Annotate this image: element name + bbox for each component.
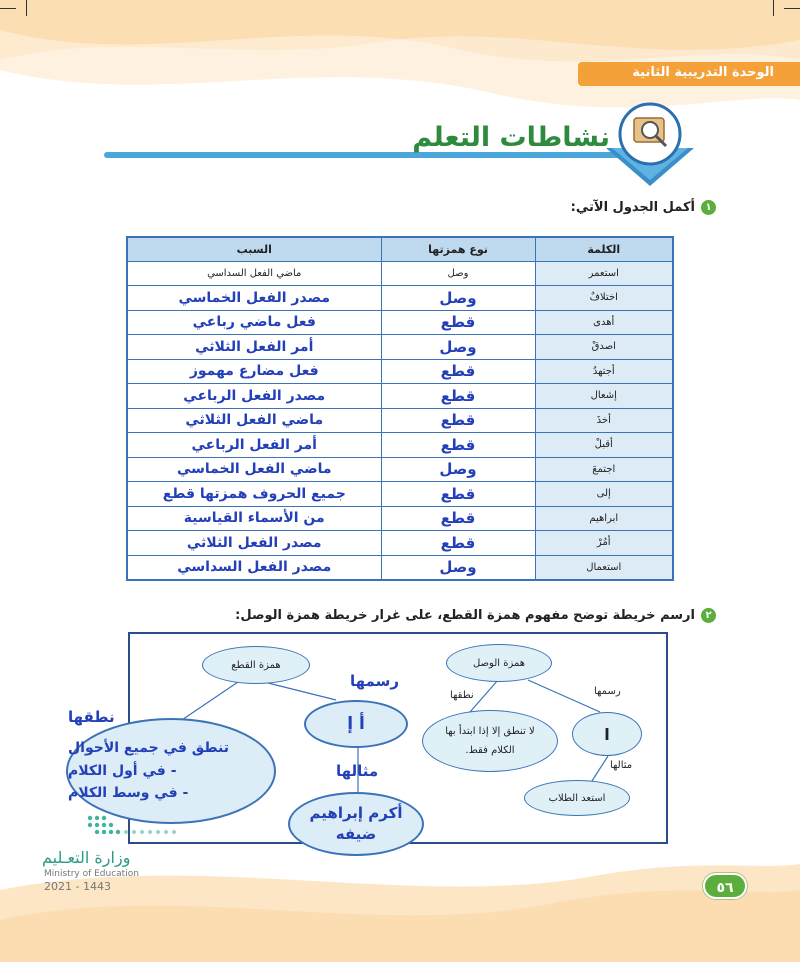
cell-word: أجتهدُ: [535, 359, 673, 384]
cell-word: اختلافٌ: [535, 286, 673, 311]
cell-word: اصدقْ: [535, 335, 673, 360]
cell-reason: أمر الفعل الثلاثي: [127, 335, 381, 360]
qata-mithaluha-line: أكرم إبراهيم: [309, 804, 403, 822]
cell-reason: ماضي الفعل السداسي: [127, 261, 381, 286]
cell-word: ابراهيم: [535, 506, 673, 531]
wasl-title-oval: همزة الوصل: [446, 644, 552, 682]
cell-word: إلى: [535, 482, 673, 507]
cell-type: قطع: [381, 433, 535, 458]
qata-rasmuha-label: رسمها: [350, 672, 399, 690]
cell-reason: أمر الفعل الرباعي: [127, 433, 381, 458]
cell-reason: جميع الحروف همزتها قطع: [127, 482, 381, 507]
cell-word: أهدى: [535, 310, 673, 335]
cell-type: وصل: [381, 261, 535, 286]
cell-reason: مصدر الفعل السداسي: [127, 555, 381, 580]
cell-reason: مصدر الفعل الثلاثي: [127, 531, 381, 556]
section-title: نشاطات التعلم: [412, 122, 610, 153]
ministry-name-english: Ministry of Education: [44, 869, 139, 879]
cell-type: وصل: [381, 335, 535, 360]
cell-word: أمُرْ: [535, 531, 673, 556]
header-type: نوع همزتها: [381, 237, 535, 261]
cell-word: إشعال: [535, 384, 673, 409]
wasl-nutquha-label: نطقها: [450, 690, 474, 701]
question-number-badge: ١: [701, 200, 716, 215]
cell-type: وصل: [381, 555, 535, 580]
wasl-mithaluha-oval: استعد الطلاب: [524, 780, 630, 816]
cell-type: قطع: [381, 310, 535, 335]
cell-type: قطع: [381, 408, 535, 433]
cell-reason: ماضي الفعل الثلاثي: [127, 408, 381, 433]
question-1-text: أكمل الجدول الآتي:: [570, 200, 695, 215]
cell-type: وصل: [381, 457, 535, 482]
wasl-rasmuha-oval: ا: [572, 712, 642, 756]
cell-word: أقبلْ: [535, 433, 673, 458]
qata-nutquha-line: تنطق في جميع الأحوال: [68, 740, 229, 757]
cell-word: استعمر: [535, 261, 673, 286]
qata-mithaluha-label: مثالها: [336, 762, 379, 780]
cell-reason: مصدر الفعل الخماسي: [127, 286, 381, 311]
wasl-mithaluha-label: مثالها: [610, 760, 633, 771]
ministry-logo-dots-icon: [86, 810, 180, 840]
wasl-nutquha-oval: لا تنطق إلا إذا ابتدأ بها الكلام فقط.: [422, 710, 558, 772]
cell-type: قطع: [381, 531, 535, 556]
qata-nutquha-label: نطقها: [68, 708, 115, 726]
edition-year: 2021 - 1443: [44, 880, 111, 893]
cell-type: قطع: [381, 359, 535, 384]
qata-nutquha-line: - في وسط الكلام: [68, 785, 189, 802]
header-reason: السبب: [127, 237, 381, 261]
cell-word: اجتمعَ: [535, 457, 673, 482]
cell-reason: من الأسماء القياسية: [127, 506, 381, 531]
qata-nutquha-oval: [66, 718, 276, 824]
qata-nutquha-line: - في أول الكلام: [68, 762, 177, 779]
cell-reason: فعل ماضي رباعي: [127, 310, 381, 335]
cell-word: أخذَ: [535, 408, 673, 433]
unit-title-banner: الوحدة التدريبية الثانية: [578, 62, 800, 86]
ministry-name-arabic: وزارة التعـليم: [42, 848, 131, 867]
cell-word: استعمال: [535, 555, 673, 580]
wasl-rasmuha-label: رسمها: [594, 686, 621, 697]
question-number-badge: ٢: [701, 608, 716, 623]
cell-reason: ماضي الفعل الخماسي: [127, 457, 381, 482]
cell-type: قطع: [381, 482, 535, 507]
cell-type: وصل: [381, 286, 535, 311]
qata-rasmuha-oval: أ إ: [304, 700, 408, 748]
qata-mithaluha-oval: [288, 792, 424, 856]
cell-type: قطع: [381, 506, 535, 531]
header-word: الكلمة: [535, 237, 673, 261]
page-number-badge: ٥٦: [703, 873, 747, 899]
qata-title-oval: همزة القطع: [202, 646, 310, 684]
cell-reason: مصدر الفعل الرباعي: [127, 384, 381, 409]
qata-mithaluha-line: ضيفه: [335, 825, 377, 843]
cell-type: قطع: [381, 384, 535, 409]
question-2-text: ارسم خريطة توضح مفهوم همزة القطع، على غرار خريطة همزة الوصل:: [235, 608, 695, 623]
cell-reason: فعل مضارع مهموز: [127, 359, 381, 384]
